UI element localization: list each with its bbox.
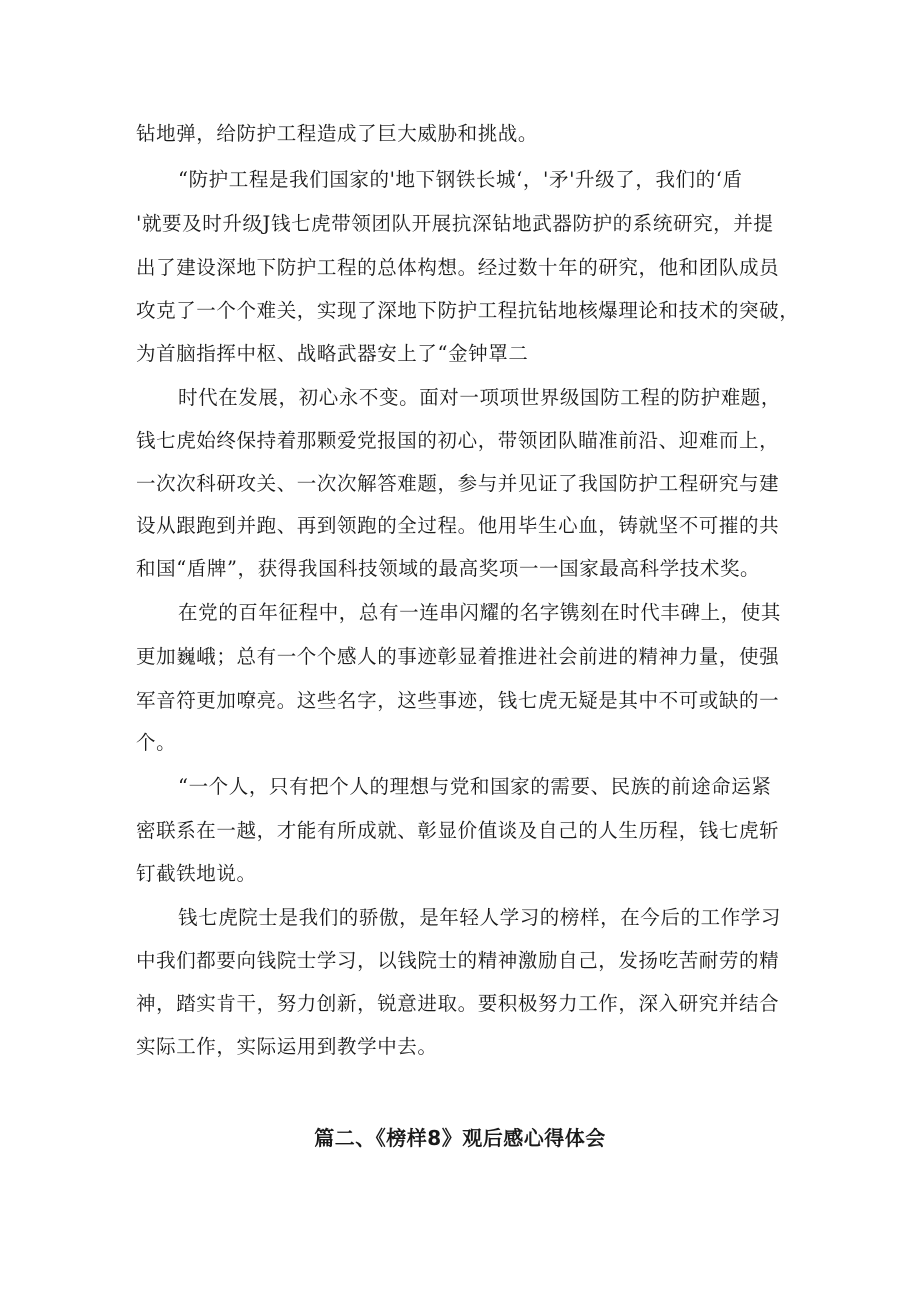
paragraph-line: 个。 (136, 731, 177, 754)
paragraph-line: '就要及时升级J钱七虎带领团队开展抗深钻地武器防护的系统研究，并提 (136, 212, 774, 235)
paragraph-line: 一次次科研攻关、一次次解答难题，参与并见证了我国防护工程研究与建 (136, 472, 780, 495)
paragraph-line: 实际工作，实际运用到教学中去。 (136, 1035, 438, 1058)
paragraph-line: 更加巍峨；总有一个个感人的事迹彰显着推进社会前进的精神力量，使强 (136, 645, 780, 668)
paragraph-line: 钱七虎始终保持着那颗爱党报国的初心，带领团队瞄准前沿、迎难而上， (136, 429, 780, 452)
paragraph-line: 中我们都要向钱院士学习，以钱院士的精神激励自己，发扬吃苦耐劳的精 (136, 949, 780, 972)
paragraph-line: 钉截铁地说。 (136, 862, 257, 885)
paragraph-line: 为首脑指挥中枢、战略武器安上了“金钟罩二 (136, 342, 529, 365)
paragraph-line: 设从跟跑到并跑、再到领跑的全过程。他用毕生心血，铸就坚不可摧的共 (136, 514, 780, 537)
section-heading: 篇二、《榜样8》观后感心得体会 (314, 1126, 606, 1150)
paragraph-line: 时代在发展，初心永不变。面对一项项世界级国防工程的防护难题， (178, 386, 782, 409)
paragraph-line: 密联系在一越，才能有所成就、彰显价值谈及自己的人生历程，钱七虎斩 (136, 819, 780, 842)
paragraph-line: 军音符更加嘹亮。这些名字，这些事迹，钱七虎无疑是其中不可或缺的一 (136, 689, 780, 712)
paragraph-line: “一个人，只有把个人的理想与党和国家的需要、民族的前途命运紧 (178, 775, 772, 798)
paragraph-line: 钱七虎院士是我们的骄傲，是年轻人学习的榜样，在今后的工作学习 (178, 906, 782, 929)
paragraph-line: 在党的百年征程中，总有一连串闪耀的名字镌刻在时代丰碑上，使其 (178, 601, 782, 624)
paragraph-line: 神，踏实肯干，努力创新，锐意进取。要积极努力工作，深入研究并结合 (136, 992, 780, 1015)
paragraph-line: “防护工程是我们国家的'地下钢铁长城‘，'矛'升级了，我们的‘盾 (178, 168, 743, 191)
paragraph-line: 出了建设深地下防护工程的总体构想。经过数十年的研究，他和团队成员 (136, 256, 780, 279)
paragraph-line: 和国“盾牌”，获得我国科技领域的最高奖项一一国家最高科学技术奖。 (136, 557, 761, 580)
paragraph-line: 攻克了一个个难关，实现了深地下防护工程抗钻地核爆理论和技术的突破， (136, 299, 800, 322)
paragraph-line: 钻地弹，给防护工程造成了巨大威胁和挑战。 (136, 122, 539, 145)
